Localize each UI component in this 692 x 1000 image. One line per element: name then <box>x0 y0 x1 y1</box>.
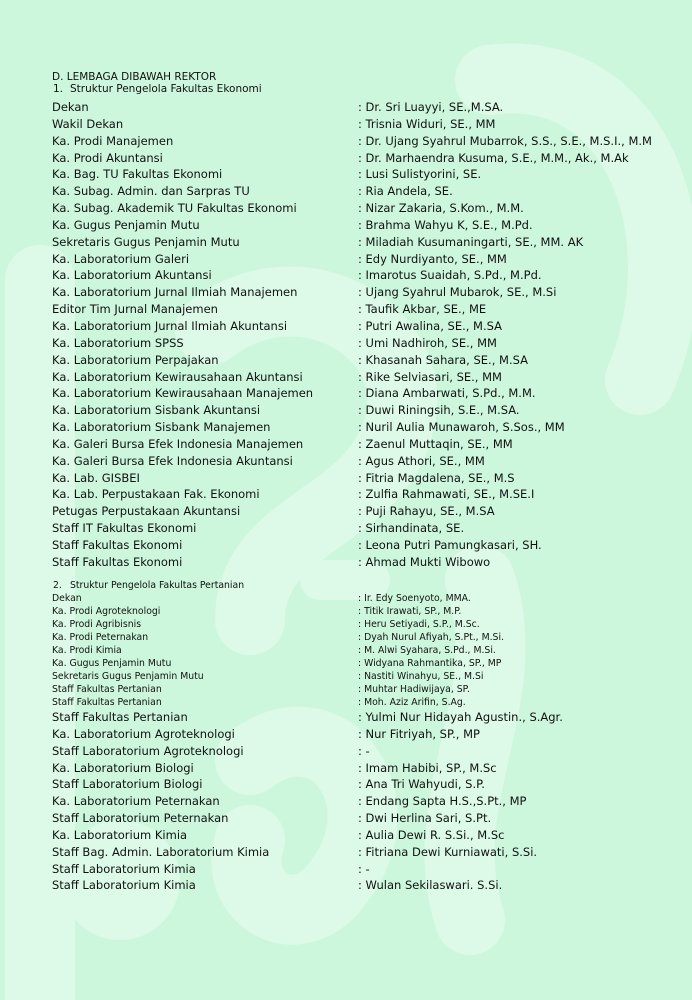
staff-name: : Nuril Aulia Munawaroh, S.Sos., MM <box>358 420 565 435</box>
staff-name: : Dr. Marhaendra Kusuma, S.E., M.M., Ak., M.Ak <box>358 150 629 165</box>
staff-role: Staff Laboratorium Peternakan <box>52 811 229 826</box>
staff-name: : M. Alwi Syahara, S.Pd., M.Si. <box>358 644 496 656</box>
staff-row <box>52 301 652 318</box>
staff-row <box>52 618 652 631</box>
staff-row <box>52 436 652 453</box>
staff-name: : Nastiti Winahyu, SE., M.Si <box>358 670 484 682</box>
staff-row <box>52 251 652 268</box>
staff-row <box>52 683 652 696</box>
staff-row <box>52 827 652 844</box>
staff-name: : Sirhandinata, SE. <box>358 521 465 536</box>
staff-role: Ka. Laboratorium SPSS <box>52 335 184 350</box>
staff-name: : Fitria Magdalena, SE., M.S <box>358 470 515 485</box>
staff-row <box>52 709 652 726</box>
staff-role: Ka. Prodi Kimia <box>52 644 122 656</box>
staff-name: : Khasanah Sahara, SE., M.SA <box>358 352 528 367</box>
staff-row <box>52 605 652 618</box>
staff-role: Ka. Laboratorium Biologi <box>52 760 194 775</box>
staff-role: Ka. Laboratorium Kewirausahaan Akuntansi <box>52 369 303 384</box>
staff-name: : Zulfia Rahmawati, SE., M.SE.I <box>358 487 535 502</box>
staff-role: Ka. Prodi Manajemen <box>52 133 174 148</box>
staff-name: : Moh. Aziz Arifin, S.Ag. <box>358 697 466 708</box>
staff-role: Ka. Laboratorium Sisbank Manajemen <box>52 420 271 435</box>
staff-name: : Dyah Nurul Afiyah, S.Pt., M.Si. <box>358 631 504 643</box>
staff-row <box>52 335 652 352</box>
staff-name: : Ir. Edy Soenyoto, MMA. <box>358 592 471 604</box>
staff-role: Sekretaris Gugus Penjamin Mutu <box>52 670 204 682</box>
staff-name: : Imarotus Suaidah, S.Pd., M.Pd. <box>358 268 542 283</box>
staff-row <box>52 234 652 251</box>
staff-role: Ka. Gugus Penjamin Mutu <box>52 217 200 232</box>
staff-role: Ka. Laboratorium Kewirausahaan Manajemen <box>52 386 314 401</box>
staff-role: Ka. Prodi Akuntansi <box>52 150 163 165</box>
staff-row <box>52 726 652 743</box>
staff-name: : Zaenul Muttaqin, SE., MM <box>358 436 513 451</box>
staff-row <box>52 537 652 554</box>
staff-name: : Titik Irawati, SP., M.P. <box>358 605 462 617</box>
staff-name: : Lusi Sulistyorini, SE. <box>358 167 482 182</box>
staff-role: Staff Laboratorium Kimia <box>52 878 196 893</box>
staff-role: Ka. Laboratorium Galeri <box>52 251 190 266</box>
staff-role: Ka. Galeri Bursa Efek Indonesia Manajemen <box>52 436 304 451</box>
staff-role: Petugas Perpustakaan Akuntansi <box>52 504 241 519</box>
section-2-number: 2. <box>53 579 62 591</box>
staff-row <box>52 844 652 861</box>
staff-row <box>52 183 652 200</box>
staff-role: Ka. Bag. TU Fakultas Ekonomi <box>52 167 223 182</box>
staff-name: : Leona Putri Pamungkasari, SH. <box>358 537 542 552</box>
staff-row <box>52 877 652 894</box>
staff-name: : Brahma Wahyu K, S.E., M.Pd. <box>358 217 533 232</box>
staff-role: Ka. Prodi Agroteknologi <box>52 605 161 617</box>
staff-row <box>52 369 652 386</box>
staff-role: Ka. Lab. GISBEI <box>52 470 140 485</box>
staff-row <box>52 793 652 810</box>
staff-role: Editor Tim Jurnal Manajemen <box>52 302 218 317</box>
staff-row <box>52 116 652 133</box>
staff-row <box>52 133 652 150</box>
staff-name: : Wulan Sekilaswari. S.Si. <box>358 878 503 893</box>
staff-role: Ka. Laboratorium Jurnal Ilmiah Akuntansi <box>52 318 288 333</box>
staff-name: : Agus Athori, SE., MM <box>358 453 485 468</box>
staff-name: : Dr. Ujang Syahrul Mubarrok, S.S., S.E., M.S.I., M.M <box>358 133 652 148</box>
staff-name: : Edy Nurdiyanto, SE., MM <box>358 251 507 266</box>
staff-name: : Yulmi Nur Hidayah Agustin., S.Agr. <box>358 710 563 725</box>
staff-row <box>52 657 652 670</box>
staff-role: Staff Fakultas Ekonomi <box>52 554 183 569</box>
staff-name: : Rike Selviasari, SE., MM <box>358 369 502 384</box>
staff-row <box>52 318 652 335</box>
staff-name: : Aulia Dewi R. S.Si., M.Sc <box>358 827 505 842</box>
staff-name: : Widyana Rahmantika, SP., MP <box>358 657 502 669</box>
staff-row <box>52 470 652 487</box>
staff-name: : Heru Setiyadi, S.P., M.Sc. <box>358 618 480 630</box>
staff-role: Sekretaris Gugus Penjamin Mutu <box>52 234 240 249</box>
staff-name: : Ahmad Mukti Wibowo <box>358 554 491 569</box>
staff-role: Staff Laboratorium Biologi <box>52 777 203 792</box>
staff-row <box>52 402 652 419</box>
staff-name: : Dwi Herlina Sari, S.Pt. <box>358 811 492 826</box>
staff-role: Ka. Laboratorium Perpajakan <box>52 352 219 367</box>
staff-role: Wakil Dekan <box>52 116 124 131</box>
staff-name: : Umi Nadhiroh, SE., MM <box>358 335 497 350</box>
staff-name: : Diana Ambarwati, S.Pd., M.M. <box>358 386 536 401</box>
staff-name: : Endang Sapta H.S.,S.Pt., MP <box>358 794 527 809</box>
staff-row <box>52 520 652 537</box>
staff-role: Ka. Prodi Peternakan <box>52 631 149 643</box>
staff-name: : Nizar Zakaria, S.Kom., M.M. <box>358 201 524 216</box>
section-2-title-text: Struktur Pengelola Fakultas Pertanian <box>70 579 245 591</box>
section-1-title <box>53 83 652 95</box>
staff-row <box>52 150 652 167</box>
section-2-list <box>52 709 652 894</box>
staff-role: Staff IT Fakultas Ekonomi <box>52 521 197 536</box>
staff-role: Ka. Lab. Perpustakaan Fak. Ekonomi <box>52 487 260 502</box>
staff-role: Ka. Subag. Admin. dan Sarpras TU <box>52 184 250 199</box>
staff-name: : Puji Rahayu, SE., M.SA <box>358 504 495 519</box>
section-2-title <box>53 580 652 592</box>
content <box>52 71 652 894</box>
staff-name: : Nur Fitriyah, SP., MP <box>358 726 480 741</box>
staff-row <box>52 99 652 116</box>
staff-name: : Ana Tri Wahyudi, S.P. <box>358 777 485 792</box>
staff-role: Staff Fakultas Pertanian <box>52 683 162 695</box>
staff-role: Ka. Galeri Bursa Efek Indonesia Akuntansi <box>52 453 293 468</box>
staff-role: Ka. Laboratorium Akuntansi <box>52 268 212 283</box>
staff-role: Staff Bag. Admin. Laboratorium Kimia <box>52 844 270 859</box>
staff-row <box>52 486 652 503</box>
staff-row <box>52 810 652 827</box>
staff-role: Staff Fakultas Pertanian <box>52 710 188 725</box>
staff-row <box>52 592 652 605</box>
staff-role: Ka. Laboratorium Peternakan <box>52 794 220 809</box>
staff-row <box>52 267 652 284</box>
staff-role: Ka. Laboratorium Sisbank Akuntansi <box>52 403 261 418</box>
staff-row <box>52 554 652 571</box>
staff-name: : - <box>358 743 370 758</box>
staff-role: Dekan <box>52 100 89 114</box>
staff-row <box>52 200 652 217</box>
staff-row <box>52 453 652 470</box>
staff-role: Staff Laboratorium Kimia <box>52 861 196 876</box>
staff-role: Ka. Prodi Agribisnis <box>52 618 142 630</box>
staff-name: : - <box>358 861 370 876</box>
staff-row <box>52 696 652 709</box>
staff-row <box>52 670 652 683</box>
document-heading: D. LEMBAGA DIBAWAH REKTOR <box>52 71 217 83</box>
staff-name: : Muhtar Hadiwijaya, SP. <box>358 683 470 695</box>
section-1-list <box>52 99 652 571</box>
staff-row <box>52 644 652 657</box>
staff-name: : Miladiah Kusumaningarti, SE., MM. AK <box>358 234 584 249</box>
staff-role: Ka. Gugus Penjamin Mutu <box>52 657 172 669</box>
staff-role: Ka. Subag. Akademik TU Fakultas Ekonomi <box>52 201 297 216</box>
staff-name: : Ujang Syahrul Mubarok, SE., M.Si <box>358 285 557 300</box>
staff-name: : Trisnia Widuri, SE., MM <box>358 116 496 131</box>
staff-row <box>52 419 652 436</box>
staff-row <box>52 503 652 520</box>
staff-row <box>52 284 652 301</box>
staff-name: : Ria Andela, SE. <box>358 184 453 199</box>
section-1-number: 1. <box>53 83 64 95</box>
staff-role: Dekan <box>52 592 82 604</box>
staff-row <box>52 385 652 402</box>
staff-row <box>52 217 652 234</box>
section-1-title-text: Struktur Pengelola Fakultas Ekonomi <box>70 83 262 95</box>
staff-name: : Taufik Akbar, SE., ME <box>358 302 487 317</box>
staff-row <box>52 760 652 777</box>
staff-row <box>52 743 652 760</box>
staff-name: : Imam Habibi, SP., M.Sc <box>358 760 497 775</box>
staff-row <box>52 776 652 793</box>
staff-role: Ka. Laboratorium Kimia <box>52 827 188 842</box>
staff-row <box>52 631 652 644</box>
staff-row <box>52 352 652 369</box>
staff-role: Staff Fakultas Ekonomi <box>52 537 183 552</box>
staff-role: Staff Laboratorium Agroteknologi <box>52 743 244 758</box>
staff-role: Ka. Laboratorium Agroteknologi <box>52 726 235 741</box>
staff-row <box>52 166 652 183</box>
staff-role: Ka. Laboratorium Jurnal Ilmiah Manajemen <box>52 285 298 300</box>
staff-role: Staff Fakultas Pertanian <box>52 697 162 708</box>
staff-name: : Fitriana Dewi Kurniawati, S.Si. <box>358 844 538 859</box>
staff-name: : Putri Awalina, SE., M.SA <box>358 318 503 333</box>
staff-name: : Dr. Sri Luayyi, SE.,M.SA. <box>358 100 504 114</box>
staff-name: : Duwi Riningsih, S.E., M.SA. <box>358 403 520 418</box>
staff-row <box>52 861 652 878</box>
section-2-list-small <box>52 592 652 709</box>
